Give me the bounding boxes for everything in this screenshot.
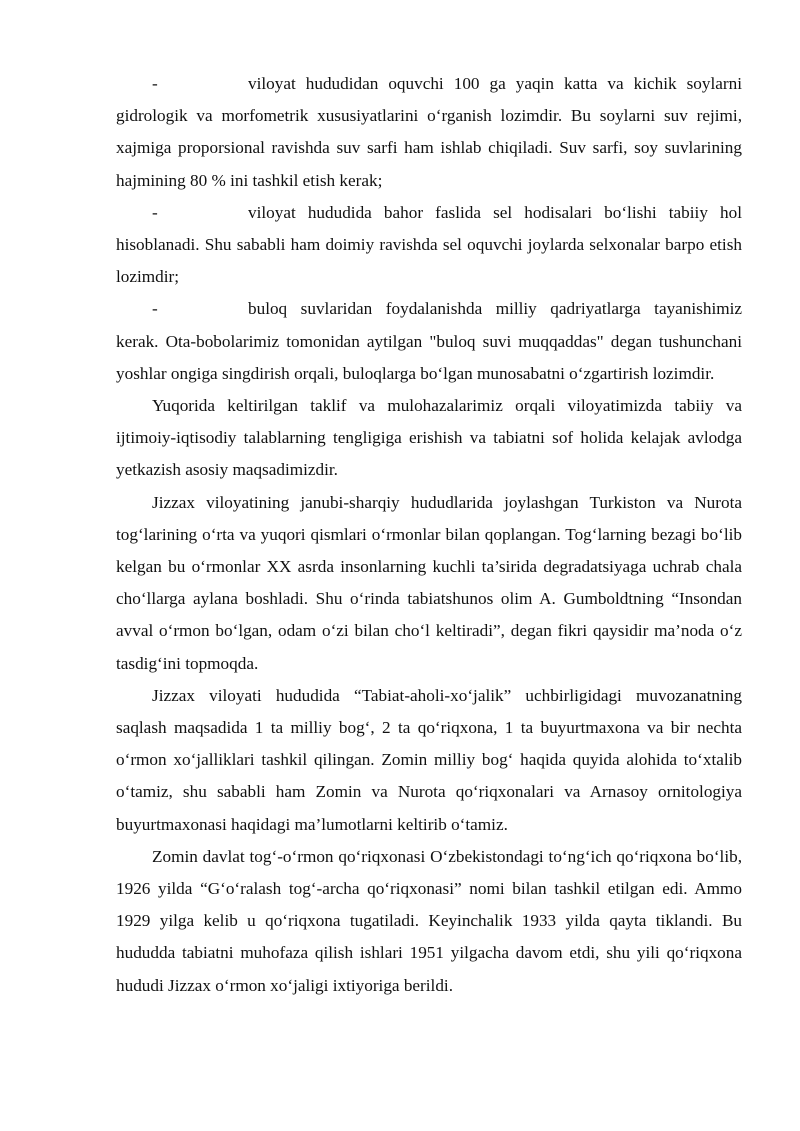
body-paragraph: Zomin davlat tog‘-o‘rmon qo‘riqxonasi O‘zbekistondagi to‘ng‘ich qo‘riqxona bo‘lib, 1926 yilda “G‘o‘ralash tog‘-archa qo‘riqxonasi” nomi bilan tashkil etilgan edi. Ammo 1929 yilga kelib u qo‘riqxona tugatiladi. Keyinchalik 1933 yilda qayta tiklandi. Bu hududda tabiatni muhofaza qilish ishlari 1951 yilgacha davom etdi, shu yili qo‘riqxona hududi Jizzax o‘rmon xo‘jaligi ixtiyoriga berildi. xyxy=(116,846,742,995)
bullet-text: viloyat hududida bahor faslida sel hodisalari bo‘lishi tabiiy hol hisoblanadi. Shu sababli ham doimiy ravishda sel oquvchi joylarda selxonalar barpo etish lozimdir; xyxy=(116,202,742,287)
bullet-item xyxy=(116,293,742,390)
body-paragraph: Jizzax viloyatining janubi-sharqiy hududlarida joylashgan Turkiston va Nurota tog‘larining o‘rta va yuqori qismlari o‘rmonlar bilan qoplangan. Tog‘larning bezagi bo‘lib kelgan bu o‘rmonlar XX asrda insonlarning kuchli ta’sirida degradatsiyaga uchrab chala cho‘llarga aylana boshladi. Shu o‘rinda tabiatshunos olim A. Gumboldtning “Insondan avval o‘rmon bo‘lgan, odam o‘zi bilan cho‘l keltiradi”, degan fikri qaysidir ma’noda o‘z tasdig‘ini topmoqda. xyxy=(116,492,742,673)
bullet-item xyxy=(116,68,742,197)
bullet-text: buloq suvlaridan foydalanishda milliy qadriyatlarga tayanishimiz kerak. Ota-bobolarimiz tomonidan aytilgan "buloq suvi muqqaddas" degan tushunchani yoshlar ongiga singdirish orqali, buloqlarga bo‘lgan munosabatni o‘zgartirish lozimdir. xyxy=(116,299,742,383)
body-paragraph: Jizzax viloyati hududida “Tabiat-aholi-xo‘jalik” uchbirligidagi muvozanatning saqlash maqsadida 1 ta milliy bog‘, 2 ta qo‘riqxona, 1 ta buyurtmaxona va bir nechta o‘rmon xo‘jalliklari tashkil qilingan. Zomin milliy bog‘ haqida quyida alohida to‘xtalib o‘tamiz, shu sababli ham Zomin va Nurota qo‘riqxonalari va Arnasoy ornitologiya buyurtmaxonasi haqidagi ma’lumotlarni keltirib o‘tamiz. xyxy=(116,685,742,834)
bullet-item xyxy=(116,197,742,294)
document-page xyxy=(116,68,742,1002)
dash-marker: - xyxy=(152,202,158,222)
bullet-text: viloyat hududidan oquvchi 100 ga yaqin katta va kichik soylarni gidrologik va morfometrik xususiyatlarini o‘rganish lozimdir. Bu soylarni suv rejimi, xajmiga proporsional ravishda suv sarfi ham ishlab chiqiladi. Suv sarfi, soy suvlarining hajmining 80 % ini tashkil etish kerak; xyxy=(116,74,742,190)
dash-marker: - xyxy=(152,74,158,93)
body-paragraph: Yuqorida keltirilgan taklif va mulohazalarimiz orqali viloyatimizda tabiiy va ijtimoiy-iqtisodiy talablarning tengligiga erishish va tabiatni sof holida kelajak avlodga yetkazish asosiy maqsadimizdir. xyxy=(116,396,742,480)
dash-marker: - xyxy=(152,299,158,319)
